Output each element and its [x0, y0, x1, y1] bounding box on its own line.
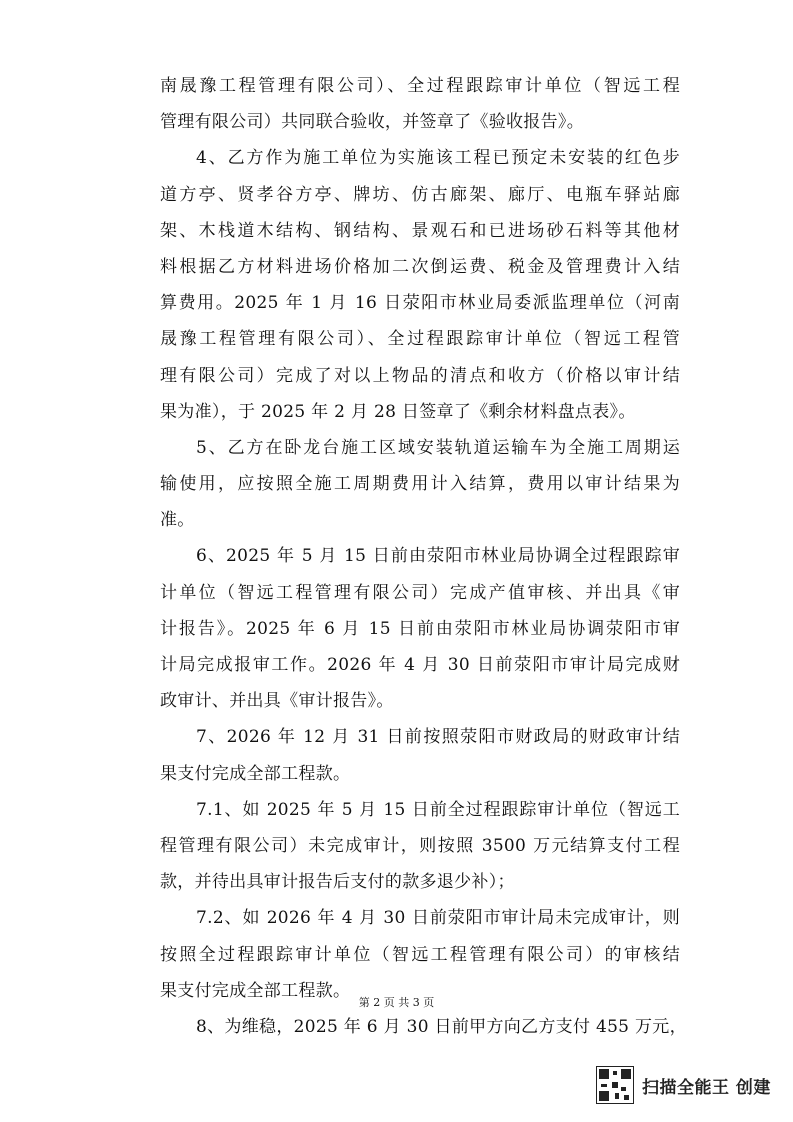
text-line-content: 8、为维稳，2025 年 6 月 30 日前甲方向乙方支付 455 万元，	[196, 1016, 687, 1037]
text-line	[160, 937, 680, 973]
text-line	[160, 1009, 687, 1045]
text-line	[160, 68, 680, 104]
text-line-content: 晟豫工程管理有限公司）、全过程跟踪审计单位（智远工程管	[160, 329, 680, 350]
text-line-content: 料根据乙方材料进场价格加二次倒运费、税金及管理费计入结	[160, 256, 680, 277]
text-line-content: 准。	[160, 510, 195, 531]
text-line-content: 南晟豫工程管理有限公司）、全过程跟踪审计单位（智远工程	[160, 76, 680, 96]
text-line-content: 程管理有限公司）未完成审计，则按照 3500 万元结算支付工程	[160, 835, 680, 856]
text-line	[160, 249, 680, 285]
text-line-content: 计报告》。2025 年 6 月 15 日前由荥阳市林业局协调荥阳市审	[160, 618, 680, 639]
text-line-content: 果为准），于 2025 年 2 月 28 日签章了《剩余材料盘点表》。	[160, 401, 636, 422]
text-line-content: 7、2026 年 12 月 31 日前按照荥阳市财政局的财政审计结	[196, 727, 680, 748]
text-line	[160, 828, 680, 864]
text-line	[160, 575, 680, 611]
text-line-content: 政审计、并出具《审计报告》。	[160, 691, 394, 712]
text-line-content: 算费用。2025 年 1 月 16 日荥阳市林业局委派监理单位（河南	[160, 293, 680, 314]
text-line	[160, 683, 680, 719]
text-line	[160, 756, 680, 792]
text-line-content: 4、乙方作为施工单位为实施该工程已预定未安装的红色步	[196, 148, 680, 169]
text-line-content: 款，并待出具审计报告后支付的款多退少补）；	[160, 872, 515, 893]
text-line	[160, 611, 680, 647]
text-line-content: 架、木栈道木结构、钢结构、景观石和已进场砂石料等其他材	[160, 220, 680, 241]
text-line	[160, 900, 680, 936]
text-line-content: 果支付完成全部工程款。	[160, 980, 351, 1001]
text-line-content: 道方亭、贤孝谷方亭、牌坊、仿古廊架、廊厅、电瓶车驿站廊	[160, 184, 680, 205]
page-number: 第 2 页 共 3 页	[358, 996, 435, 1009]
text-line-content: 理有限公司）完成了对以上物品的清点和收方（价格以审计结	[160, 365, 680, 386]
text-line-content: 计单位（智远工程管理有限公司）完成产值审核、并出具《审	[160, 582, 680, 603]
text-line	[160, 466, 680, 502]
text-line-content: 管理有限公司）共同联合验收，并签章了《验收报告》。	[160, 112, 584, 133]
text-line	[160, 430, 680, 466]
text-line	[160, 502, 680, 538]
text-line	[160, 394, 680, 430]
scanner-watermark	[596, 1066, 771, 1104]
text-line-content: 7.2、如 2026 年 4 月 30 日前荥阳市审计局未完成审计，则	[196, 908, 680, 929]
text-line	[160, 864, 680, 900]
text-line	[160, 177, 680, 213]
text-line-content: 6、2025 年 5 月 15 日前由荥阳市林业局协调全过程跟踪审	[196, 546, 680, 567]
text-line	[160, 719, 680, 755]
watermark-text: 扫描全能王 创建	[642, 1077, 771, 1098]
text-line	[160, 538, 680, 574]
text-line-content: 5、乙方在卧龙台施工区域安装轨道运输车为全施工周期运	[196, 437, 680, 458]
text-line	[160, 647, 680, 683]
text-line-content: 计局完成报审工作。2026 年 4 月 30 日前荥阳市审计局完成财	[160, 655, 680, 675]
text-line-content: 按照全过程跟踪审计单位（智远工程管理有限公司）的审核结	[160, 944, 680, 965]
text-line-content: 果支付完成全部工程款。	[160, 763, 351, 784]
text-line	[160, 285, 680, 321]
text-line-content: 7.1、如 2025 年 5 月 15 日前全过程跟踪审计单位（智远工	[196, 799, 680, 820]
text-line-content: 输使用，应按照全施工周期费用计入结算，费用以审计结果为	[160, 474, 680, 495]
body-text	[160, 68, 687, 1045]
text-line	[160, 321, 680, 357]
text-line	[160, 213, 680, 249]
qr-code-icon	[596, 1066, 634, 1104]
text-line	[160, 104, 680, 140]
text-line	[160, 140, 680, 176]
text-line	[160, 792, 680, 828]
text-line	[160, 358, 680, 394]
